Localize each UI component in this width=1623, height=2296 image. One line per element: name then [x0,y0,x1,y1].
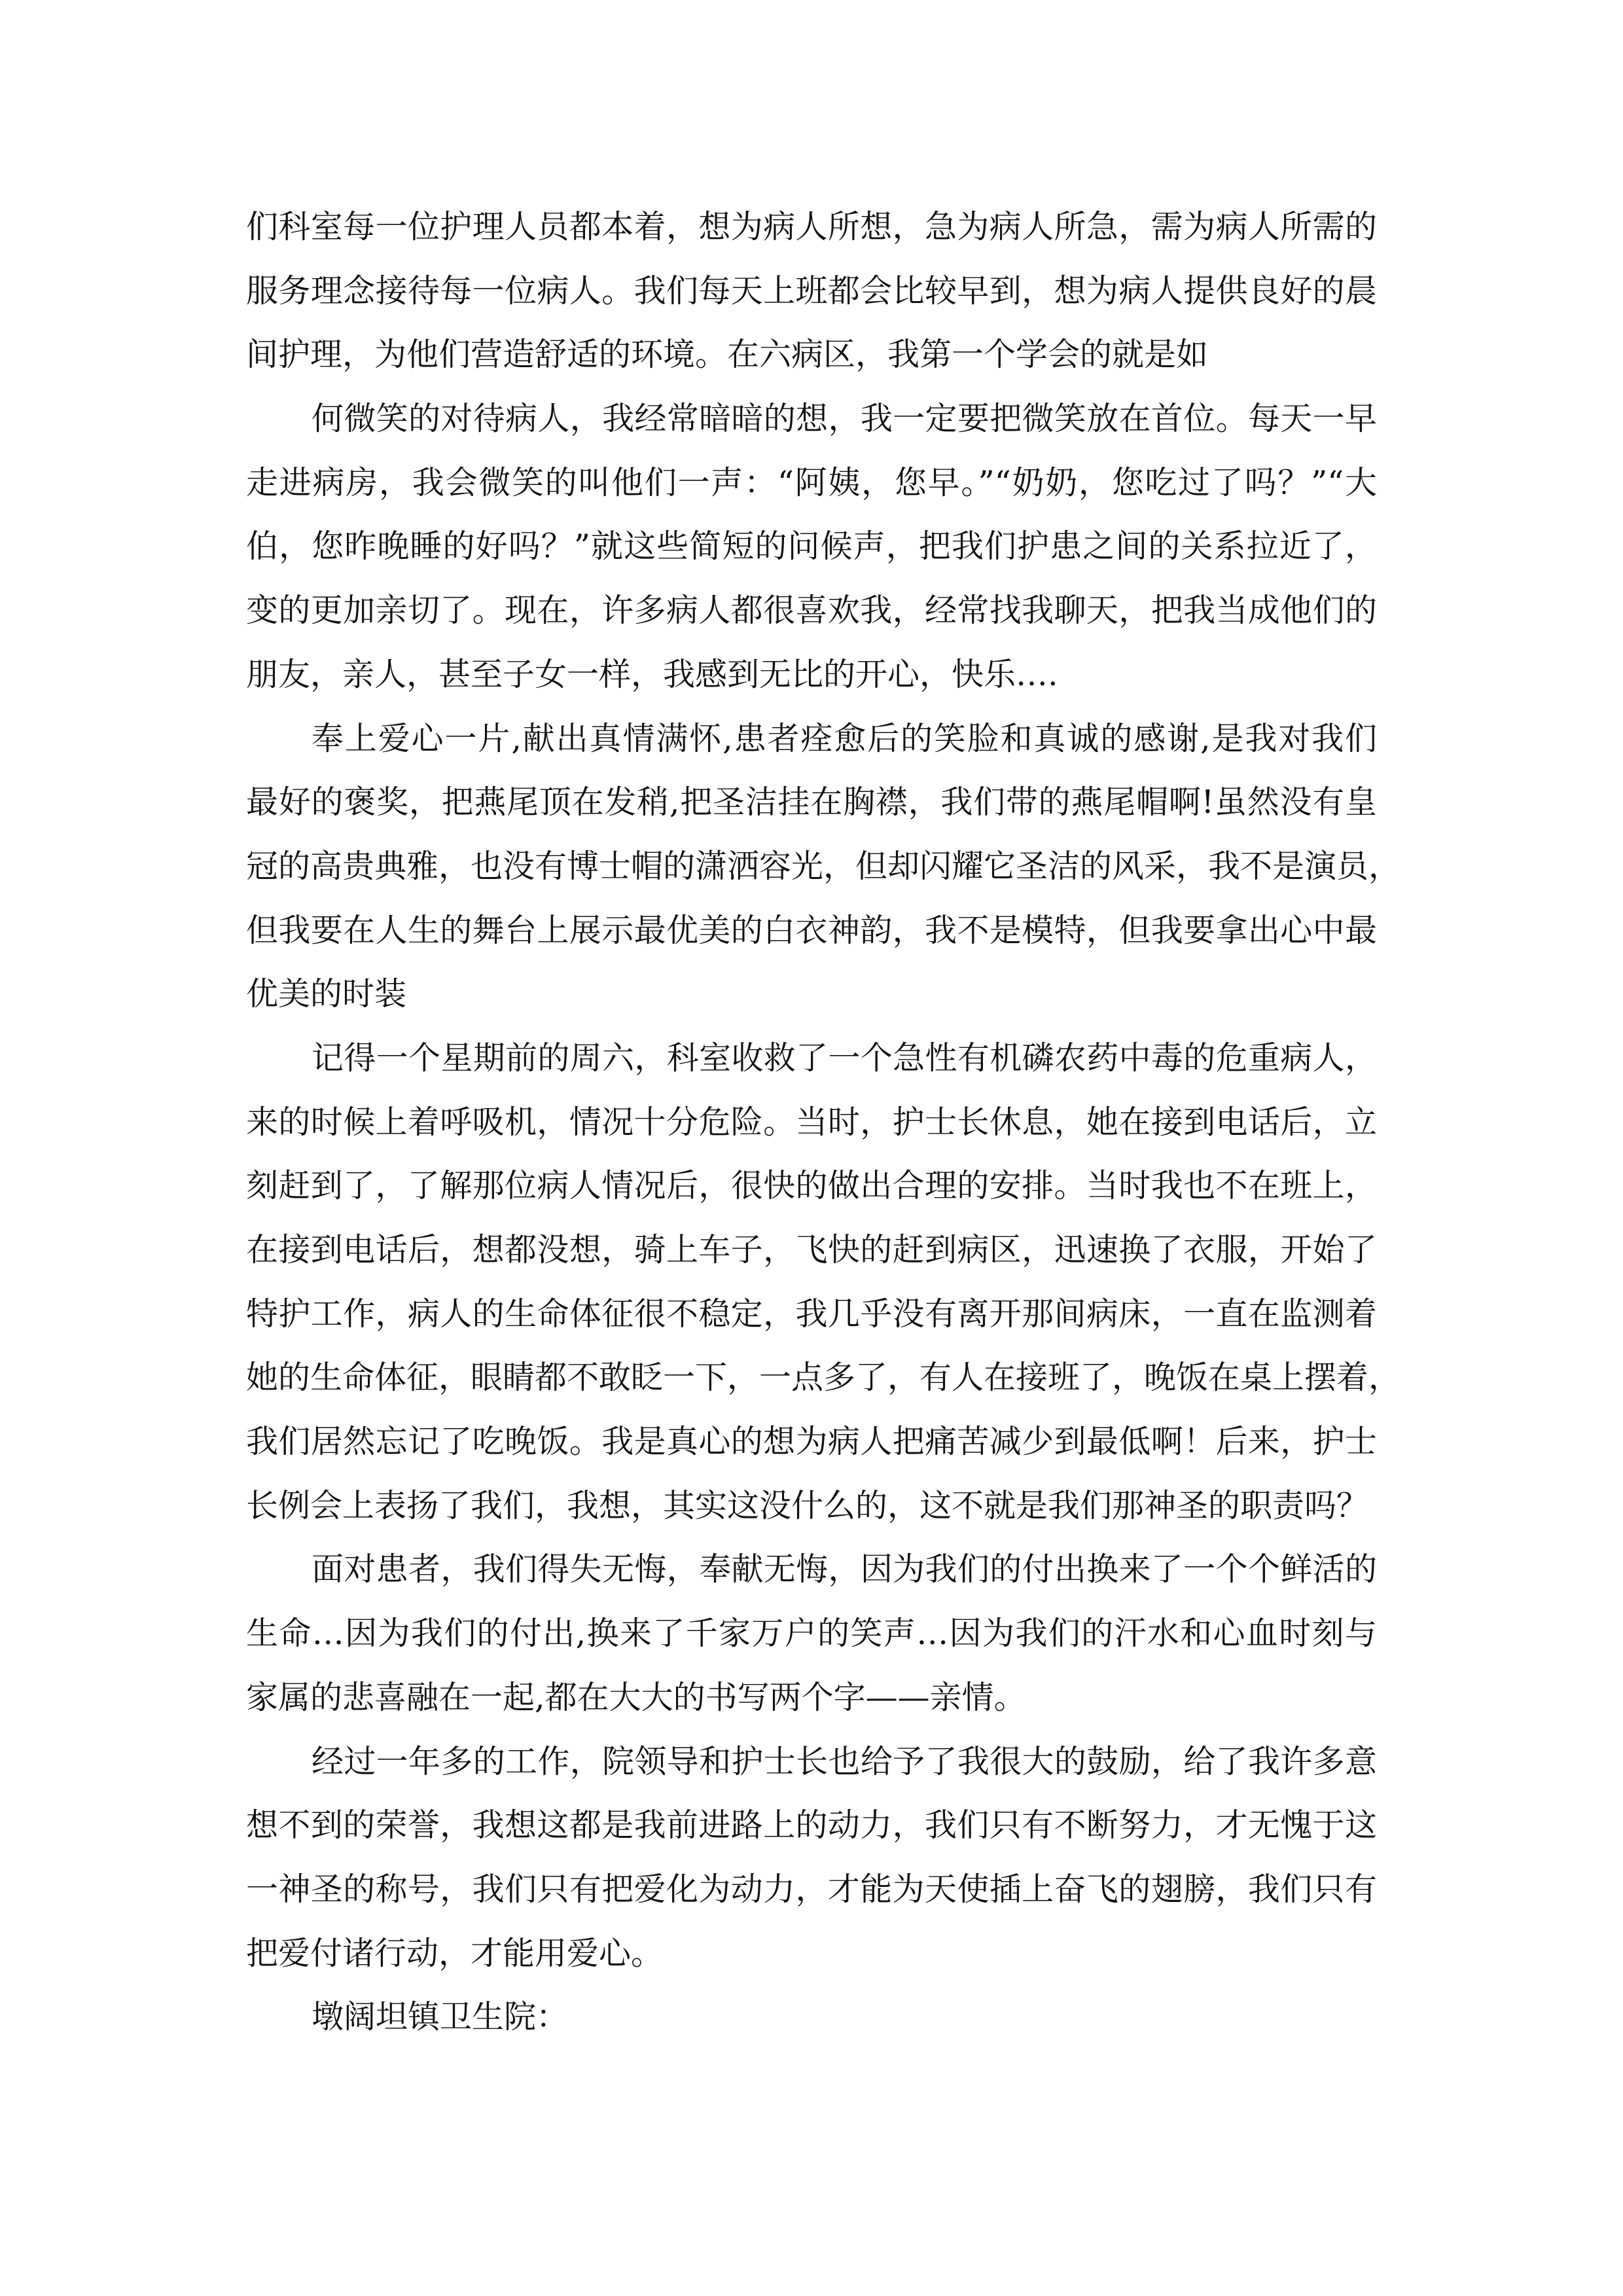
text-line: 伯，您昨晚睡的好吗？”就这些简短的问候声，把我们护患之间的关系拉近了， [246,528,1377,565]
text-line: 长例会上表扬了我们，我想，其实这没什么的，这不就是我们那神圣的职责吗？ [246,1486,1369,1524]
text-line: 奉上爱心一片,献出真情满怀,患者痊愈后的笑脸和真诚的感谢,是我对我们 [312,719,1377,757]
text-line: 一神圣的称号，我们只有把爱化为动力，才能为天使插上奋飞的翅膀，我们只有 [246,1870,1377,1908]
text-line: 生命…因为我们的付出,换来了千家万户的笑声…因为我们的汗水和心血时刻与 [246,1615,1377,1653]
paragraph [246,1026,1401,1538]
text-line: 但我要在人生的舞台上展示最优美的白衣神韵，我不是模特，但我要拿出心中最 [246,911,1377,949]
text-line: 最好的褒奖，把燕尾顶在发稍,把圣洁挂在胸襟，我们带的燕尾帽啊!虽然没有皇 [246,783,1377,821]
text-line: 特护工作，病人的生命体征很不稳定，我几乎没有离开那间病床，一直在监测着 [246,1295,1377,1333]
text-line: 刻赶到了，了解那位病人情况后，很快的做出合理的安排。当时我也不在班上， [246,1167,1377,1205]
text-line: 想不到的荣誉，我想这都是我前进路上的动力，我们只有不断努力，才无愧于这 [246,1806,1377,1844]
text-line: 变的更加亲切了。现在，许多病人都很喜欢我，经常找我聊天，把我当成他们的 [246,592,1377,630]
text-line: 冠的高贵典雅，也没有博士帽的潇洒容光，但却闪耀它圣洁的风采，我不是演员， [246,847,1401,885]
paragraph [246,707,1401,1026]
paragraph [246,387,1377,706]
paragraph [246,1537,1377,1729]
text-line: 家属的悲喜融在一起,都在大大的书写两个字——亲情。 [246,1678,1026,1716]
text-line: 来的时候上着呼吸机，情况十分危险。当时，护士长休息，她在接到电话后，立 [246,1103,1377,1141]
document-body [246,195,1401,2049]
text-line: 她的生命体征，眼睛都不敢眨一下，一点多了，有人在接班了，晚饭在桌上摆着， [246,1359,1401,1397]
text-line: 面对患者，我们得失无悔，奉献无悔，因为我们的付出换来了一个个鲜活的 [312,1551,1377,1588]
paragraph [246,1730,1377,1986]
text-line: 们科室每一位护理人员都本着，想为病人所想，急为病人所急，需为病人所需的 [246,208,1377,245]
text-line: 优美的时装 [246,975,407,1013]
text-line: 何微笑的对待病人，我经常暗暗的想，我一定要把微笑放在首位。每天一早 [312,400,1377,438]
text-line: 我们居然忘记了吃晚饭。我是真心的想为病人把痛苦减少到最低啊！后来，护士 [246,1423,1377,1461]
text-line: 服务理念接待每一位病人。我们每天上班都会比较早到，想为病人提供良好的晨 [246,272,1377,310]
text-line: 朋友，亲人，甚至子女一样，我感到无比的开心，快乐…. [246,655,1058,693]
text-line: 在接到电话后，想都没想，骑上车子，飞快的赶到病区，迅速换了衣服，开始了 [246,1231,1377,1268]
text-line: 墩阔坦镇卫生院： [312,1998,569,2036]
paragraph [246,195,1377,387]
text-line: 记得一个星期前的周六，科室收救了一个急性有机磷农药中毒的危重病人， [312,1039,1377,1077]
text-line: 走进病房，我会微笑的叫他们一声：“阿姨，您早。”“奶奶，您吃过了吗？”“大 [246,463,1377,501]
text-line: 把爱付诸行动，才能用爱心。 [246,1934,664,1972]
paragraph [246,1985,1377,2049]
text-line: 经过一年多的工作，院领导和护士长也给予了我很大的鼓励，给了我许多意 [312,1742,1377,1780]
text-line: 间护理，为他们营造舒适的环境。在六病区，我第一个学会的就是如 [246,336,1209,374]
